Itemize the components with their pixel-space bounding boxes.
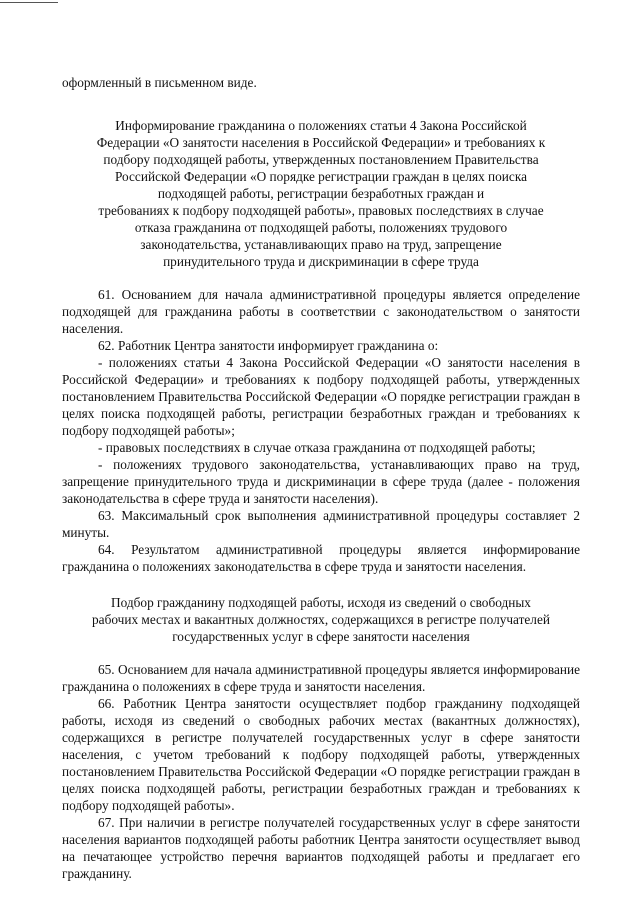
list-item-legal-consequences: - правовых последствиях в случае отказа гражданина от подходящей работы; bbox=[98, 440, 536, 455]
opening-line: оформленный в письменном виде. bbox=[62, 75, 257, 90]
paragraph-66: 66. Работник Центра занятости осуществляет подбор гражданину подходящей работы, исходя из сведений о свободных рабочих местах (вакантных должностях), содержащихся в регистре получателей государственных услуг в сфере занятости населения, с учетом требований к подбору подходящей работы, утвержденных постановлением Правительства Российской Федерации «О порядке регистрации граждан в целях поиска подходящей работы, регистрации безработных граждан и требованиях к подбору подходящей работы». bbox=[62, 696, 580, 813]
section-body-informing bbox=[62, 286, 580, 575]
list-item-labor-legislation: - положениях трудового законодательства, устанавливающих право на труд, запрещение принудительного труда и дискриминации в сфере труда (далее - положения законодательства в сфере труда и занятости населения). bbox=[62, 457, 580, 506]
paragraph-67: 67. При наличии в регистре получателей государственных услуг в сфере занятости населения вариантов подходящей работы работник Центра занятости осуществляет вывод на печатающее устройство перечня вариантов подходящей работы и предлагает его гражданину. bbox=[62, 815, 580, 881]
paragraph-61: 61. Основанием для начала административной процедуры является определение подходящей для гражданина работы в соответствии с законодательством о занятости населения. bbox=[62, 287, 580, 336]
section-heading-job-selection: Подбор гражданину подходящей работы, исходя из сведений о свободных рабочих местах и вакантных должностях, содержащихся в регистре получателей государственных услуг в сфере занятости населения bbox=[92, 595, 550, 644]
section-body-job-selection bbox=[62, 661, 580, 882]
top-edge-rule bbox=[0, 2, 58, 3]
document-page bbox=[62, 74, 580, 882]
paragraph-62: 62. Работник Центра занятости информирует гражданина о: bbox=[98, 338, 439, 353]
paragraph-63: 63. Максимальный срок выполнения административной процедуры составляет 2 минуты. bbox=[62, 508, 580, 540]
list-item-article-4: - положениях статьи 4 Закона Российской Федерации «О занятости населения в Российской Федерации» и требованиях к подбору подходящей работы, утвержденных постановлением Правительства Российской Федерации «О порядке регистрации граждан в целях поиска подходящей работы, регистрации безработных граждан и требованиях к подбору подходящей работы»; bbox=[62, 355, 580, 438]
section-heading-informing: Информирование гражданина о положениях статьи 4 Закона Российской Федерации «О занятости населения в Российской Федерации» и требованиях к подбору подходящей работы, утвержденных постановлением Правительства Российской Федерации «О порядке регистрации граждан в целях поиска подходящей работы, регистрации безработных граждан и требованиях к подбору подходящей работы», правовых последствиях в случае отказа гражданина от подходящей работы, положениях трудового законодательства, устанавливающих право на труд, запрещение принудительного труда и дискриминации в сфере труда bbox=[96, 118, 546, 269]
paragraph-64: 64. Результатом административной процедуры является информирование гражданина о положениях законодательства в сфере труда и занятости населения. bbox=[62, 542, 580, 574]
paragraph-65: 65. Основанием для начала административной процедуры является информирование гражданина о положениях в сфере труда и занятости населения. bbox=[62, 662, 580, 694]
